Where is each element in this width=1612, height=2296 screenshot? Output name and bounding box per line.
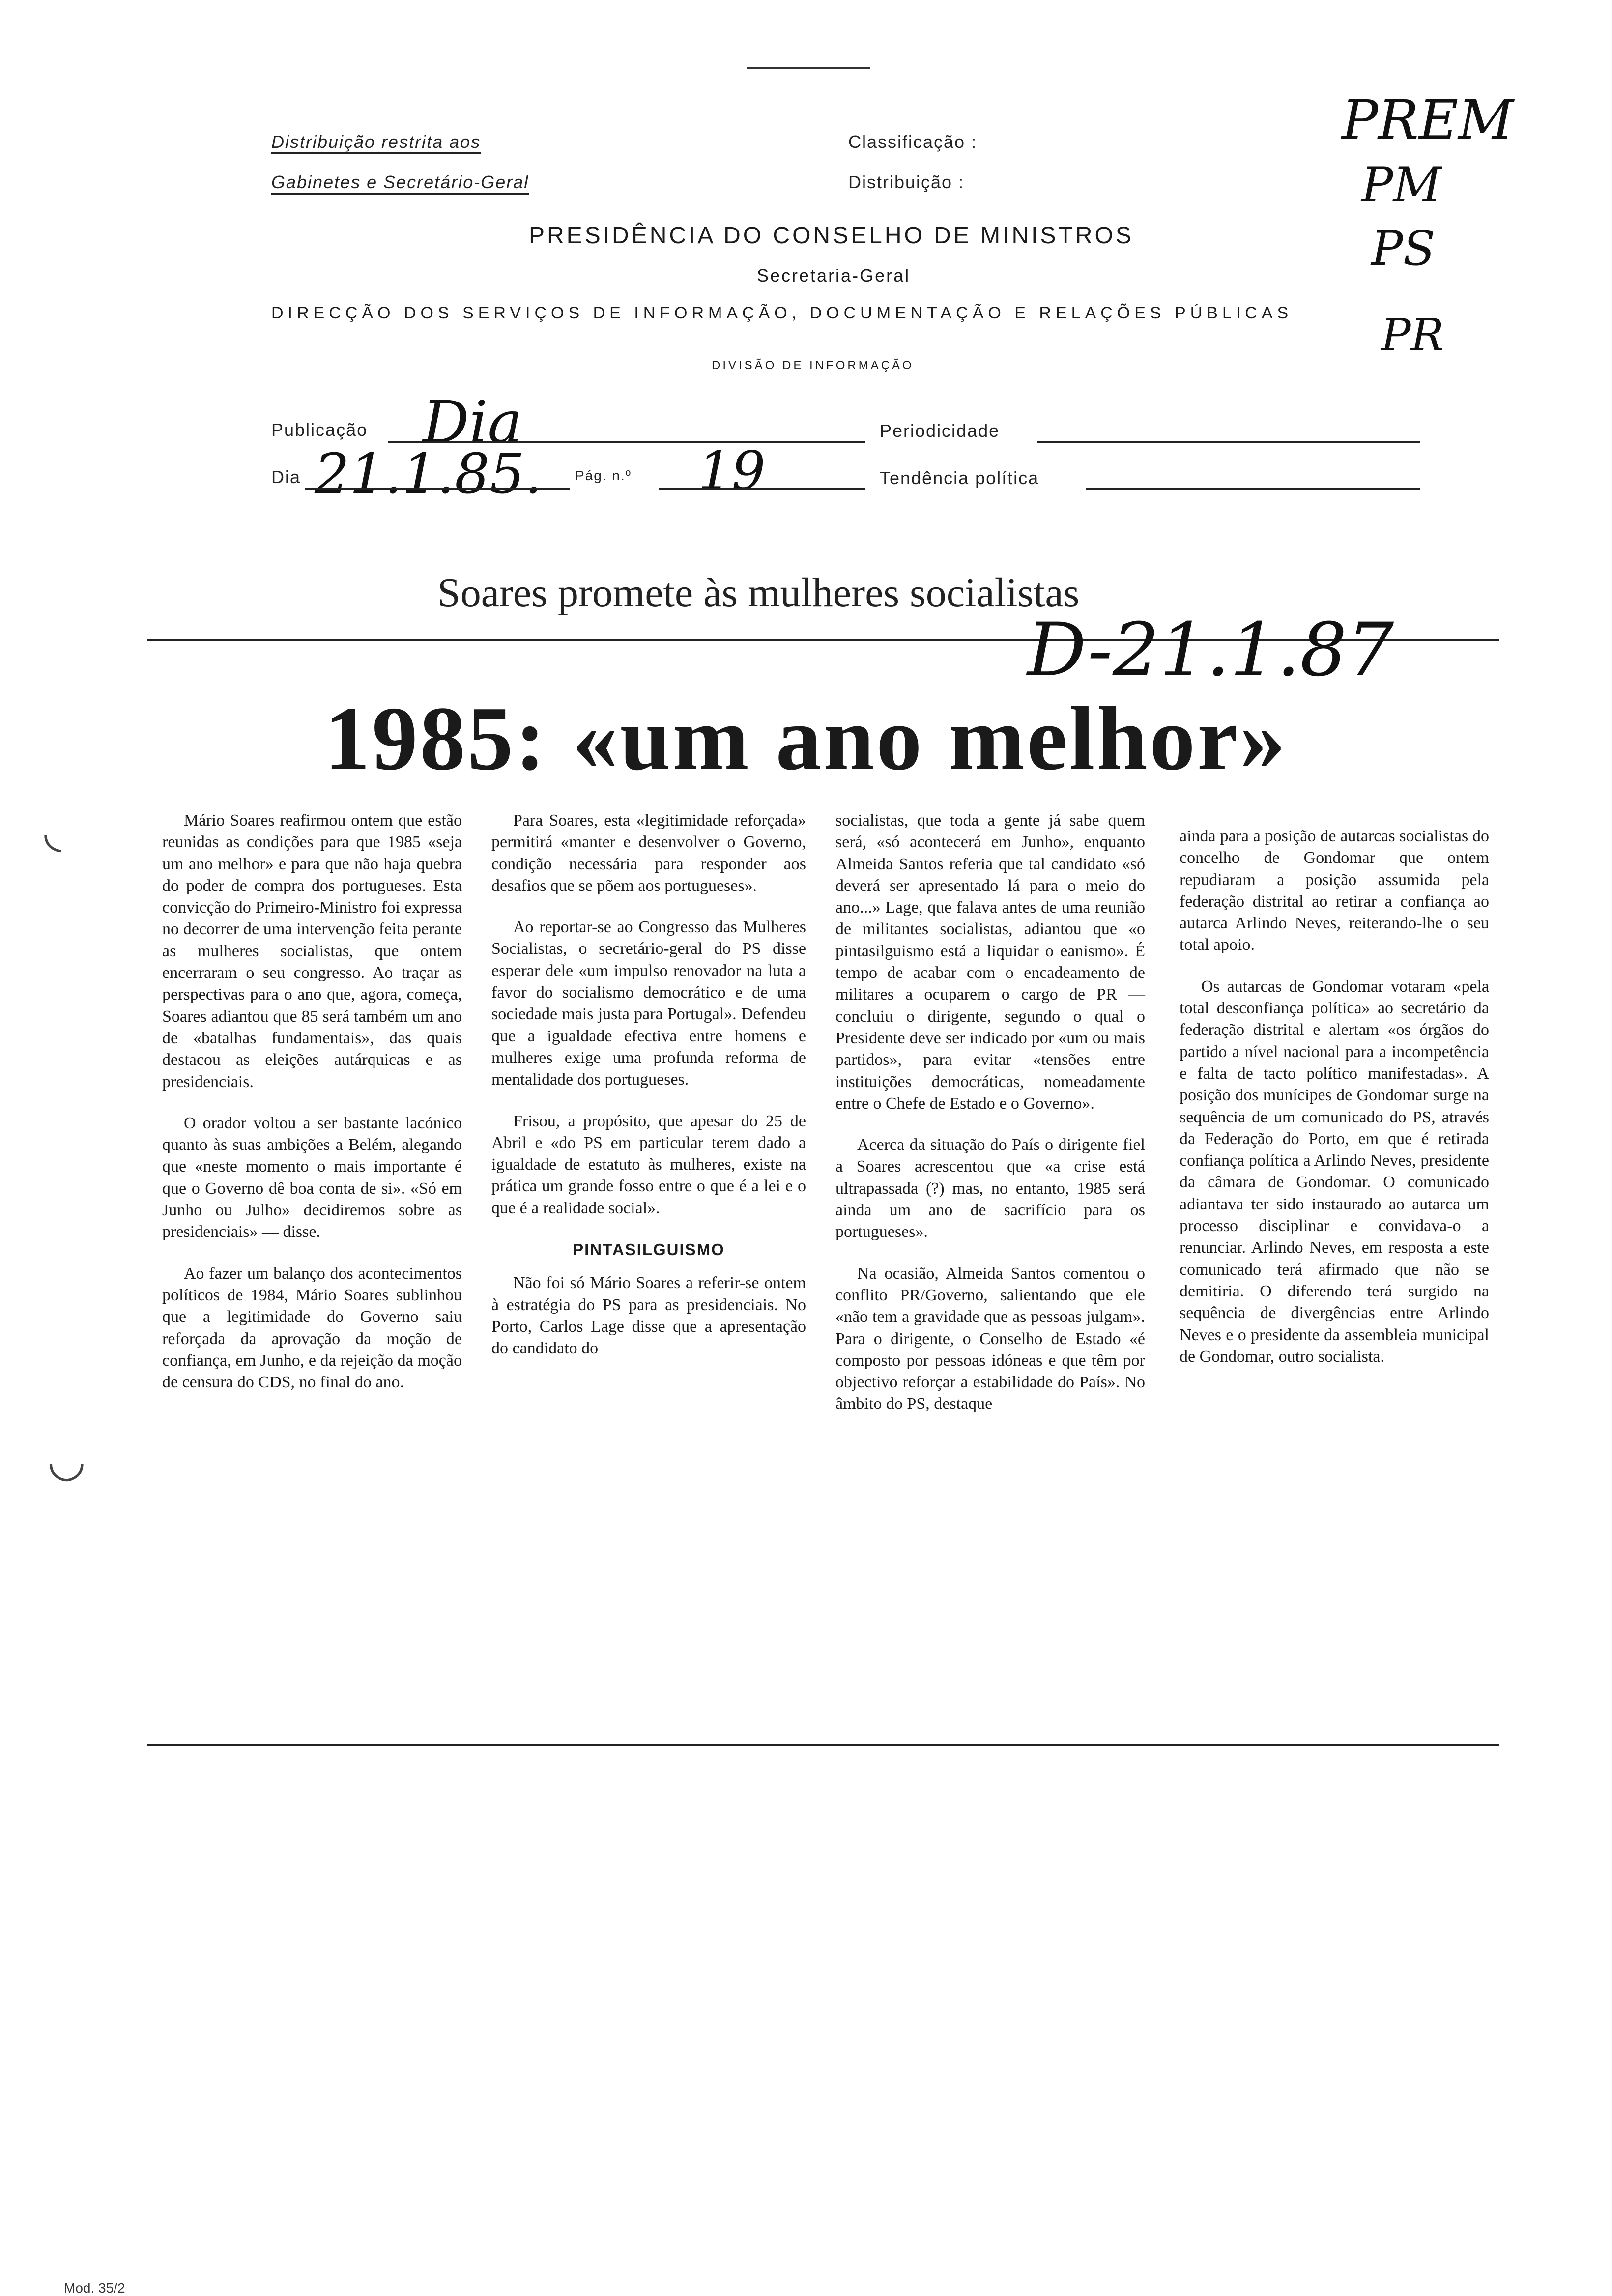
pagina-label: Pág. n.º xyxy=(575,468,632,483)
dia-line xyxy=(305,488,570,490)
paragraph: Não foi só Mário Soares a referir-se ontem à estratégia do PS para as presidenciais. No Porto, Carlos Lage disse que a apresentação do candidato do xyxy=(491,1274,806,1358)
distribution-restriction: Distribuição restrita aos xyxy=(271,132,481,154)
paragraph: Ao reportar-se ao Congresso das Mulheres Socialistas, o secretário-geral do PS disse esperar dele «um impulso renovador na luta a favor do socialismo democrático e de uma sociedade mais justa para Portugal». Defendeu que a igualdade efectiva entre homens e mulheres exige uma profunda reforma de mentalidade dos portugueses. xyxy=(491,918,806,1089)
margin-mark-2: ◡ xyxy=(47,1437,86,1486)
paragraph: ainda para a posição de autarcas socialistas do concelho de Gondomar que ontem repudiaram a posição assumida pela federação distrital ao retirar a confiança ao autarca Arlindo Neves, reiterando-lhe o seu total apoio. xyxy=(1180,827,1489,954)
handwritten-note-pm: PM xyxy=(1361,157,1441,212)
paragraph: socialistas, que toda a gente já sabe quem será, «só acontecerá em Junho», enquanto Almeida Santos referia que tal candidato «só deverá ser apresentado lá para o meio do ano...» Lage, que falava antes de uma reunião de militantes socialistas, adiantou que «o pintasilguismo está a liquidar o eanismo». É tempo de acabar com o encadeamento de militares a ocuparem o cargo de PR — concluiu o dirigente, segundo o qual o Presidente deve ser indicado por «um ou mais partidos», para evitar «tensões entre instituições democráticas, nomeadamente entre o Chefe de Estado e o Governo». xyxy=(835,811,1145,1113)
handwritten-date-note: D-21.1.87 xyxy=(1027,607,1394,693)
paragraph: Para Soares, esta «legitimidade reforçada» permitirá «manter e desenvolver o Governo, condição necessária para responder aos desafios que se põem aos portugueses». xyxy=(491,811,806,895)
article-column-4 xyxy=(1180,826,1489,1387)
scan-line xyxy=(747,67,870,69)
section-subheading: PINTASILGUISMO xyxy=(573,1240,725,1259)
divisao-informacao: DIVISÃO DE INFORMAÇÃO xyxy=(712,359,914,372)
paragraph: Ao fazer um balanço dos acontecimentos políticos de 1984, Mário Soares sublinhou que a legitimidade do Governo saiu reforçada da aprovação da moção de confiança, em Junho, e da rejeição da moção de censura do CDS, no final do ano. xyxy=(162,1264,462,1392)
dia-label: Dia xyxy=(271,467,301,487)
article-kicker: Soares promete às mulheres socialistas xyxy=(437,570,1080,616)
handwritten-note-prem: PREM xyxy=(1342,88,1514,151)
paragraph: Mário Soares reafirmou ontem que estão reunidas as condições para que 1985 «seja um ano melhor» e para que não haja quebra do poder de compra dos portugueses. Esta convicção do Primeiro-Ministro foi expressa no decorrer de uma intervenção feita perante as mulheres socialistas, que ontem encerraram o seu congresso. Ao traçar as perspectivas para o ano que, agora, começa, Soares adiantou que 85 será também um ano de «batalhas fundamentais», das quais destacou as eleições autárquicas e as presidenciais. xyxy=(162,811,462,1091)
paragraph: O orador voltou a ser bastante lacónico quanto às suas ambições a Belém, alegando que «neste momento o mais importante é que o Governo dê boa conta de si». «Só em Junho ou Julho» decidiremos sobre as presidenciais» — disse. xyxy=(162,1114,462,1241)
handwritten-note-ps: PS xyxy=(1371,221,1436,276)
secretaria-geral: Secretaria-Geral xyxy=(757,265,911,286)
distribuicao-label: Distribuição : xyxy=(848,172,965,192)
pagina-line xyxy=(659,488,865,490)
paragraph: Acerca da situação do País o dirigente fiel a Soares acrescentou que «a crise está ultrapassada (?) mas, no entanto, 1985 será ainda um ano de sacrifício para os portugueses». xyxy=(835,1136,1145,1241)
article-column-1 xyxy=(162,810,462,1413)
publicacao-label: Publicação xyxy=(271,420,368,440)
article-column-3 xyxy=(835,810,1145,1435)
classificacao-label: Classificação : xyxy=(848,132,978,152)
margin-mark-1: ◟ xyxy=(44,808,61,857)
organization-name: PRESIDÊNCIA DO CONSELHO DE MINISTROS xyxy=(529,223,1134,249)
article-column-2 xyxy=(491,810,806,1379)
paragraph: Frisou, a propósito, que apesar do 25 de Abril e «do PS em particular terem dado a igualdade de estatuto às mulheres, existe na prática um grande fosso entre o que é a lei e o que é a realidade social». xyxy=(491,1112,806,1217)
dia-value: 21.1.85. xyxy=(315,442,543,506)
distribution-recipients: Gabinetes e Secretário-Geral xyxy=(271,172,529,195)
publicacao-value: Dia xyxy=(423,388,522,456)
handwritten-note-pr: PR xyxy=(1381,310,1444,361)
form-code: Mod. 35/2 xyxy=(64,2280,125,2296)
direccao-servicos: DIRECÇÃO DOS SERVIÇOS DE INFORMAÇÃO, DOCUMENTAÇÃO E RELAÇÕES PÚBLICAS xyxy=(271,304,1293,322)
tendencia-label: Tendência política xyxy=(880,468,1039,488)
tendencia-line xyxy=(1086,488,1420,490)
bottom-rule xyxy=(147,1744,1499,1746)
periodicidade-line xyxy=(1037,441,1420,443)
paragraph: Os autarcas de Gondomar votaram «pela total desconfiança política» ao secretário da federação distrital e alertam «os órgãos do partido a nível nacional para a incompetência e falta de tacto político manifestadas». A posição dos munícipes de Gondomar surge na sequência de um comunicado do PS, através da Federação do Porto, em que é retirada confiança política a Arlindo Neves, presidente da câmara de Gondomar. O comunicado adiantava ter sido instaurado ao autarca um processo disciplinar e convidava-o a renunciar. Arlindo Neves, em resposta a este comunicado terá afirmado que não se demitiria. O diferendo terá surgido na sequência de divergências entre Arlindo Neves e o presidente da assembleia municipal de Gondomar, outro socialista. xyxy=(1180,977,1489,1366)
periodicidade-label: Periodicidade xyxy=(880,421,1000,441)
article-headline: 1985: «um ano melhor» xyxy=(324,688,1288,789)
pagina-value: 19 xyxy=(698,440,766,502)
paragraph: Na ocasião, Almeida Santos comentou o conflito PR/Governo, salientando que ele «não tem a gravidade que as pessoas julgam». Para o dirigente, o Conselho de Estado «é composto por pessoas idóneas e que têm por objectivo reforçar a estabilidade do País». No âmbito do PS, destaque xyxy=(835,1264,1145,1413)
